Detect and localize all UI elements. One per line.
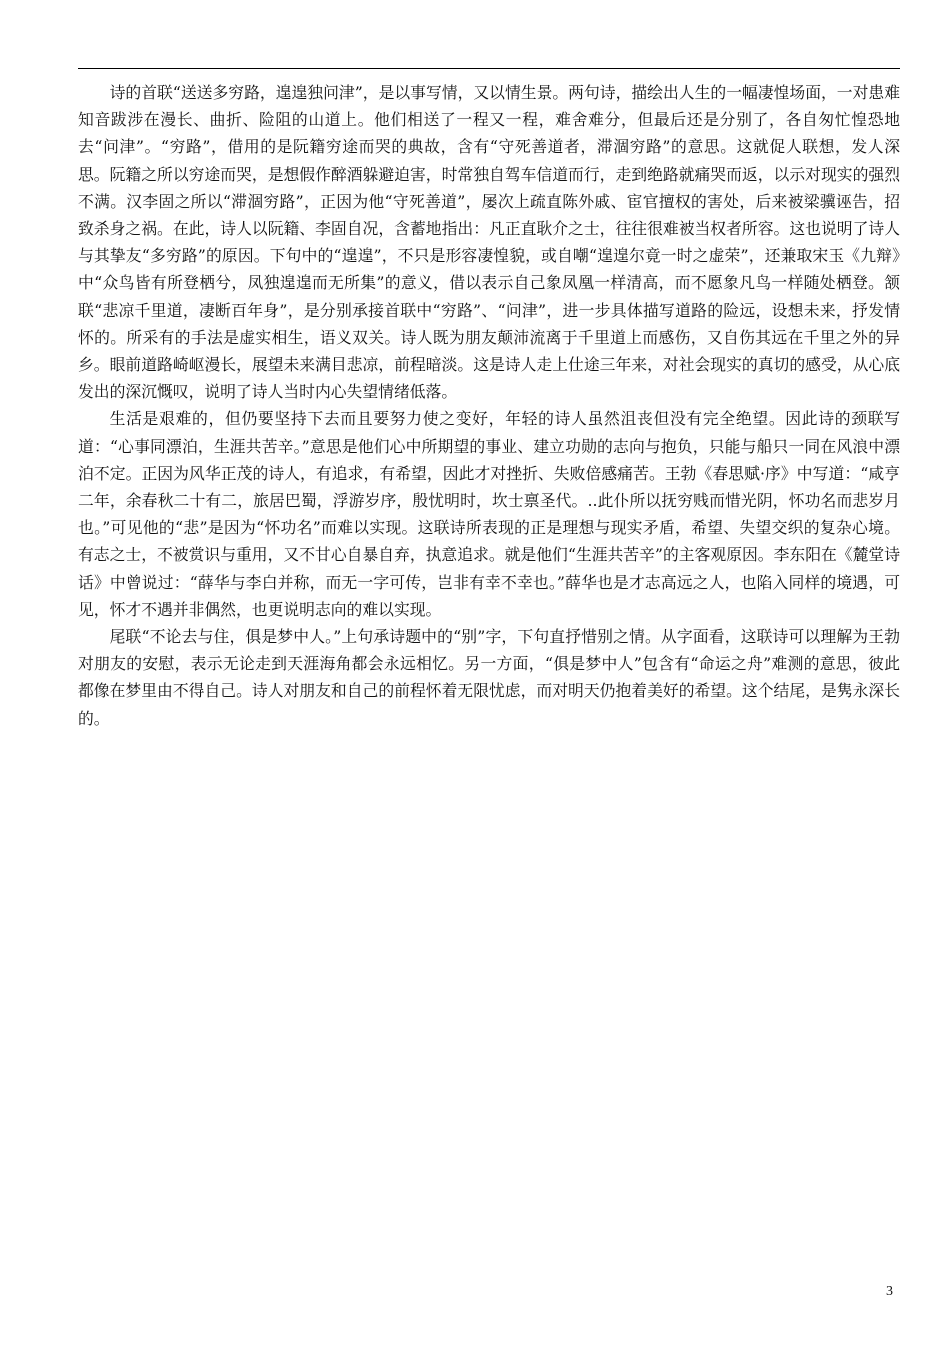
header-rule (78, 68, 900, 69)
page-number: 3 (886, 1284, 893, 1299)
paragraph-2: 生活是艰难的，但仍要坚持下去而且要努力使之变好，年轻的诗人虽然沮丧但没有完全绝望。因此诗的颈联写道：“心事同漂泊，生涯共苦辛。”意思是他们心中所期望的事业、建立功勋的志向与抱负，只能与船只一同在风浪中漂泊不定。正因为风华正茂的诗人，有追求，有希望，因此才对挫折、失败倍感痛苦。王勃《春思赋·序》中写道：“咸亨二年，余春秋二十有二，旅居巴蜀，浮游岁序，殷忧明时，坎士禀圣代。..此仆所以抚穷贱而惜光阴，怀功名而悲岁月也。”可见他的“悲”是因为“怀功名”而难以实现。这联诗所表现的正是理想与现实矛盾，希望、失望交织的复杂心境。有志之士，不被赏识与重用，又不甘心自暴自弃，执意追求。就是他们“生涯共苦辛”的主客观原因。李东阳在《麓堂诗话》中曾说过：“薛华与李白并称，而无一字可传，岂非有幸不幸也。”薛华也是才志高远之人，也陷入同样的境遇，可见，怀才不遇并非偶然，也更说明志向的难以实现。 (78, 409, 900, 619)
paragraph-3: 尾联“不论去与住，俱是梦中人。”上句承诗题中的“别”字，下句直抒惜别之情。从字面看，这联诗可以理解为王勃对朋友的安慰，表示无论走到天涯海角都会永远相忆。另一方面，“俱是梦中人”包含有“命运之舟”难测的意思，彼此都像在梦里由不得自己。诗人对朋友和自己的前程怀着无限忧虑，而对明天仍抱着美好的希望。这个结尾，是隽永深长的。 (78, 627, 900, 728)
article-body (78, 79, 900, 732)
paragraph-1: 诗的首联“送送多穷路，遑遑独问津”，是以事写情，又以情生景。两句诗，描绘出人生的一幅凄惶场面，一对患难知音跋涉在漫长、曲折、险阻的山道上。他们相送了一程又一程，难舍难分，但最后还是分别了，各自匆忙惶恐地去“问津”。“穷路”，借用的是阮籍穷途而哭的典故，含有“守死善道者，滞涸穷路”的意思。这就促人联想，发人深思。阮籍之所以穷途而哭，是想假作醉酒躲避迫害，时常独自驾车信道而行，走到绝路就痛哭而返，以示对现实的强烈不满。汉李固之所以“滞涸穷路”，正因为他“守死善道”，屡次上疏直陈外戚、宦官擅权的害处，后来被梁骥诬告，招致杀身之祸。在此，诗人以阮籍、李固自况，含蓄地指出：凡正直耿介之士，往往很难被当权者所容。这也说明了诗人与其挚友“多穷路”的原因。下句中的“遑遑”，不只是形容凄惶貌，或自嘲“遑遑尔竟一时之虚荣”，还兼取宋玉《九辩》中“众鸟皆有所登栖兮，凤独遑遑而无所集”的意义，借以表示自己象凤凰一样清高，而不愿象凡鸟一样随处栖登。颔联“悲凉千里道，凄断百年身”，是分别承接首联中“穷路”、“问津”，进一步具体描写道路的险远，设想未来，抒发情怀的。所采有的手法是虚实相生，语义双关。诗人既为朋友颠沛流离于千里道上而感伤，又自伤其远在千里之外的异乡。眼前道路崎岖漫长，展望未来满目悲凉，前程暗淡。这是诗人走上仕途三年来，对社会现实的真切的感受，从心底发出的深沉慨叹，说明了诗人当时内心失望情绪低落。 (78, 83, 900, 402)
